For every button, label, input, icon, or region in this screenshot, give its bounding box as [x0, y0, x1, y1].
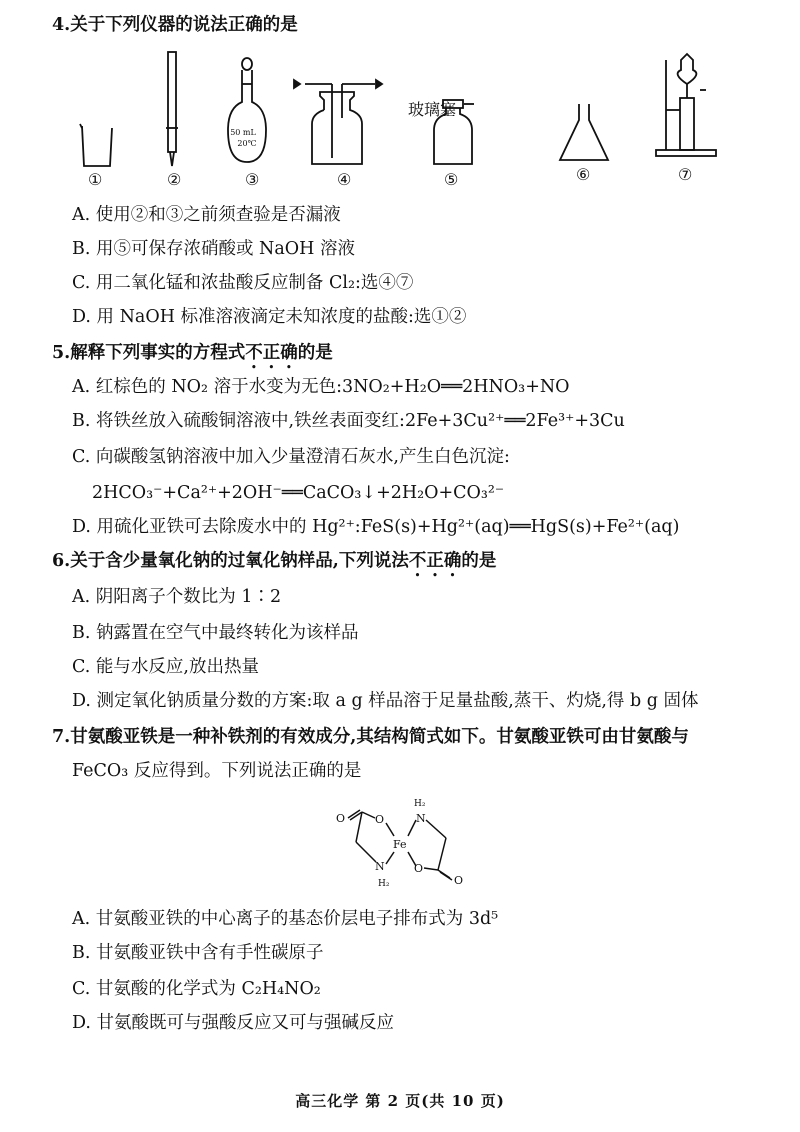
q5-option-c-equation: 2HCO₃⁻+Ca²⁺+2OH⁻══CaCO₃↓+2H₂O+CO₃²⁻	[92, 483, 505, 503]
atom-n-right: N	[416, 812, 426, 825]
q7-option-b: B. 甘氨酸亚铁中含有手性碳原子	[72, 943, 324, 963]
atom-fe: Fe	[393, 838, 407, 851]
flask-temp-label: 20℃	[237, 139, 257, 148]
q6-stem: 6.关于含少量氧化钠的过氧化钠样品,下列说法不正确的是	[52, 551, 497, 571]
apparatus-label-4: ④	[337, 170, 352, 189]
q6-option-d: D. 测定氧化钠质量分数的方案:取 a g 样品溶于足量盐酸,蒸干、灼烧,得 b g 固体	[72, 691, 699, 711]
q5-emphasis: 不正确	[245, 343, 298, 363]
atom-o-right: O	[414, 862, 424, 875]
q7-option-d: D. 甘氨酸既可与强酸反应又可与强碱反应	[72, 1013, 395, 1033]
q6-option-c: C. 能与水反应,放出热量	[72, 657, 259, 677]
ferrous-glycinate-structure	[320, 790, 480, 900]
atom-h2-right: H₂	[414, 799, 426, 809]
page-footer: 高三化学 第 2 页(共 10 页)	[295, 1092, 505, 1110]
q4-option-c: C. 用二氧化锰和浓盐酸反应制备 Cl₂:选④⑦	[72, 273, 414, 293]
q7-stem-line1: 7.甘氨酸亚铁是一种补铁剂的有效成分,其结构简式如下。甘氨酸亚铁可由甘氨酸与	[52, 727, 689, 747]
q5-option-d: D. 用硫化亚铁可去除废水中的 Hg²⁺:FeS(s)+Hg²⁺(aq)══HgS(s)+Fe²⁺(aq)	[72, 517, 680, 537]
beaker-icon	[80, 124, 112, 166]
atom-o-carbonyl-left: O	[336, 812, 346, 825]
q4-option-b: B. 用⑤可保存浓硝酸或 NaOH 溶液	[72, 239, 355, 259]
atom-o-left: O	[375, 813, 385, 826]
q6-option-a: A. 阴阳离子个数比为 1∶2	[72, 587, 282, 607]
q5-stem: 5.解释下列事实的方程式不正确的是	[52, 343, 333, 363]
apparatus-label-5: ⑤	[444, 170, 459, 189]
q7-option-c: C. 甘氨酸的化学式为 C₂H₄NO₂	[72, 979, 321, 999]
q5-option-b: B. 将铁丝放入硫酸铜溶液中,铁丝表面变红:2Fe+3Cu²⁺══2Fe³⁺+3Cu	[72, 411, 625, 431]
apparatus-label-2: ②	[167, 170, 182, 189]
apparatus-label-7: ⑦	[678, 165, 693, 184]
gas-washing-bottle-icon	[294, 80, 382, 164]
q6-option-b: B. 钠露置在空气中最终转化为该样品	[72, 623, 359, 643]
q7-stem-line2: FeCO₃ 反应得到。下列说法正确的是	[72, 761, 362, 781]
q5-option-a: A. 红棕色的 NO₂ 溶于水变为无色:3NO₂+H₂O══2HNO₃+NO	[72, 377, 570, 397]
flask-volume-label: 50 mL	[230, 128, 256, 137]
q4-option-a: A. 使用②和③之前须查验是否漏液	[72, 205, 341, 225]
atom-o-carbonyl-right: O	[454, 874, 464, 887]
apparatus-label-6: ⑥	[576, 165, 591, 184]
q6-emphasis: 不正确	[408, 551, 462, 571]
q4-apparatus-figure	[60, 40, 740, 190]
q7-option-a: A. 甘氨酸亚铁的中心离子的基态价层电子排布式为 3d⁵	[72, 909, 499, 929]
q5-option-c: C. 向碳酸氢钠溶液中加入少量澄清石灰水,产生白色沉淀:	[72, 447, 510, 467]
conical-flask-icon	[560, 104, 608, 160]
atom-h2-left: H₂	[378, 879, 390, 889]
q4-stem: 4.关于下列仪器的说法正确的是	[52, 15, 298, 35]
separatory-funnel-stand-icon	[656, 54, 716, 156]
apparatus-label-1: ①	[88, 170, 103, 189]
burette-icon	[166, 52, 178, 166]
apparatus-label-3: ③	[245, 170, 260, 189]
atom-n-left: N	[375, 860, 385, 873]
q4-option-d: D. 用 NaOH 标准溶液滴定未知浓度的盐酸:选①②	[72, 307, 467, 327]
glass-stopper-label: 玻璃塞	[408, 100, 457, 119]
